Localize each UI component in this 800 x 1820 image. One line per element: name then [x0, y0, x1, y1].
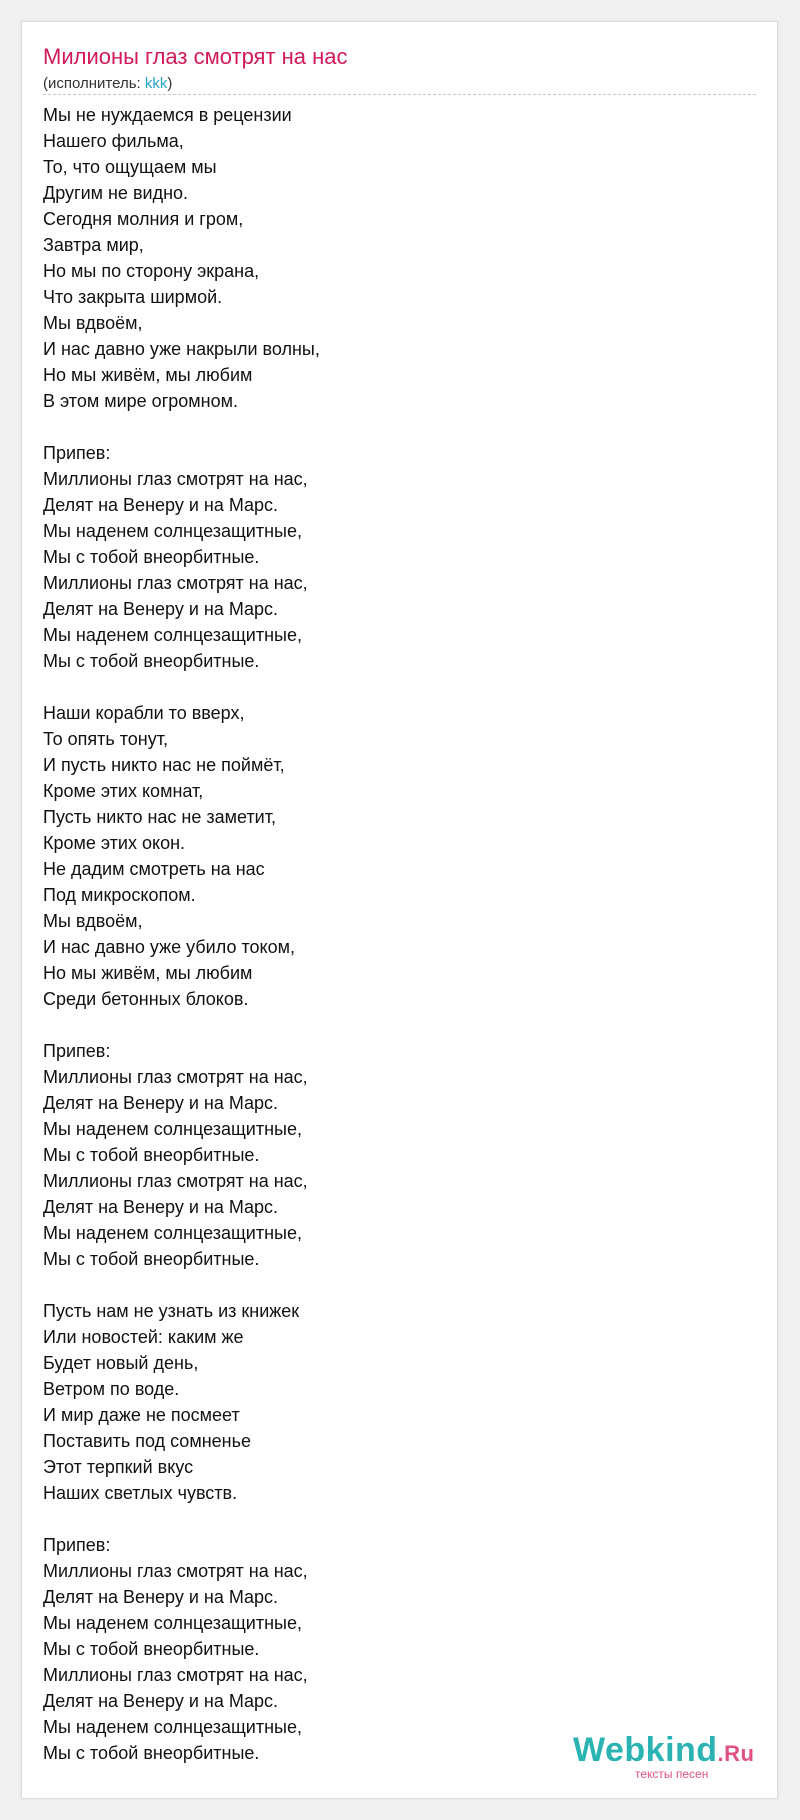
lyric-line: Делят на Венеру и на Марс. [43, 1093, 279, 1113]
lyric-line: Мы с тобой внеорбитные. [43, 651, 260, 671]
lyric-line: Завтра мир, [43, 235, 144, 255]
lyric-line: Пусть никто нас не заметит, [43, 807, 276, 827]
lyrics-card [21, 21, 778, 1799]
lyric-line: Мы наденем солнцезащитные, [43, 521, 302, 541]
lyrics-stanza [43, 700, 743, 1012]
lyric-line: Мы с тобой внеорбитные. [43, 1639, 260, 1659]
lyric-line: Под микроскопом. [43, 885, 196, 905]
lyric-line: В этом мире огромном. [43, 391, 238, 411]
lyric-line: Делят на Венеру и на Марс. [43, 495, 279, 515]
lyric-line: Мы наденем солнцезащитные, [43, 1119, 302, 1139]
lyric-line: Миллионы глаз смотрят на нас, [43, 1067, 308, 1087]
artist-suffix: ) [167, 75, 173, 92]
lyric-line: Миллионы глаз смотрят на нас, [43, 1665, 308, 1685]
title-divider [43, 94, 756, 95]
lyric-line: Мы наденем солнцезащитные, [43, 625, 302, 645]
lyric-line: Наших светлых чувств. [43, 1483, 238, 1503]
lyric-line: Кроме этих комнат, [43, 781, 204, 801]
lyric-line: Поставить под сомненье [43, 1431, 251, 1451]
lyric-line: Сегодня молния и гром, [43, 209, 244, 229]
lyric-line: Наши корабли то вверх, [43, 703, 245, 723]
lyric-line: Ветром по воде. [43, 1379, 180, 1399]
lyric-line: Пусть нам не узнать из книжек [43, 1301, 300, 1321]
lyric-line: Но мы по сторону экрана, [43, 261, 260, 281]
lyrics-stanza [43, 102, 743, 414]
lyric-line: Припев: [43, 1041, 111, 1061]
webkind-logo[interactable] [573, 1730, 763, 1788]
lyrics-stanza [43, 1298, 743, 1506]
lyric-line: Делят на Венеру и на Марс. [43, 1587, 279, 1607]
lyric-line: Мы с тобой внеорбитные. [43, 547, 260, 567]
lyric-line: Но мы живём, мы любим [43, 963, 253, 983]
lyric-line: Делят на Венеру и на Марс. [43, 1691, 279, 1711]
lyrics-stanza [43, 440, 743, 674]
lyric-line: Или новостей: каким же [43, 1327, 244, 1347]
lyric-line: То опять тонут, [43, 729, 168, 749]
lyric-line: И пусть никто нас не поймёт, [43, 755, 285, 775]
lyrics-body [43, 102, 743, 1792]
logo-word: Webkind [573, 1731, 718, 1769]
lyric-line: Мы с тобой внеорбитные. [43, 1743, 260, 1763]
logo-tld: .Ru [717, 1741, 755, 1766]
lyric-line: Миллионы глаз смотрят на нас, [43, 469, 308, 489]
lyric-line: Но мы живём, мы любим [43, 365, 253, 385]
lyric-line: То, что ощущаем мы [43, 157, 217, 177]
lyric-line: Мы наденем солнцезащитные, [43, 1717, 302, 1737]
lyrics-stanza [43, 1038, 743, 1272]
lyric-line: Кроме этих окон. [43, 833, 186, 853]
lyric-line: Мы с тобой внеорбитные. [43, 1249, 260, 1269]
lyric-line: Миллионы глаз смотрят на нас, [43, 1171, 308, 1191]
logo-tagline: тексты песен [635, 1767, 709, 1781]
lyric-line: Припев: [43, 1535, 111, 1555]
lyric-line: Мы не нуждаемся в рецензии [43, 105, 292, 125]
artist-link[interactable]: kkk [144, 75, 168, 92]
lyric-line: Миллионы глаз смотрят на нас, [43, 573, 308, 593]
lyric-line: Припев: [43, 443, 111, 463]
lyric-line: Мы вдвоём, [43, 911, 143, 931]
lyric-line: Мы наденем солнцезащитные, [43, 1613, 302, 1633]
artist-line [43, 75, 172, 92]
lyric-line: Не дадим смотреть на нас [43, 859, 265, 879]
lyric-line: Мы с тобой внеорбитные. [43, 1145, 260, 1165]
lyric-line: Другим не видно. [43, 183, 189, 203]
lyric-line: Будет новый день, [43, 1353, 199, 1373]
lyric-line: И нас давно уже убило током, [43, 937, 295, 957]
lyric-line: И мир даже не посмеет [43, 1405, 240, 1425]
lyric-line: Миллионы глаз смотрят на нас, [43, 1561, 308, 1581]
lyric-line: Среди бетонных блоков. [43, 989, 249, 1009]
lyric-line: Делят на Венеру и на Марс. [43, 1197, 279, 1217]
lyric-line: И нас давно уже накрыли волны, [43, 339, 320, 359]
song-title: Милионы глаз смотрят на нас [43, 44, 348, 69]
lyric-line: Этот терпкий вкус [43, 1457, 194, 1477]
lyric-line: Делят на Венеру и на Марс. [43, 599, 279, 619]
lyric-line: Мы наденем солнцезащитные, [43, 1223, 302, 1243]
lyric-line: Мы вдвоём, [43, 313, 143, 333]
lyric-line: Нашего фильма, [43, 131, 184, 151]
artist-prefix: (исполнитель: [43, 75, 145, 92]
lyric-line: Что закрыта ширмой. [43, 287, 223, 307]
